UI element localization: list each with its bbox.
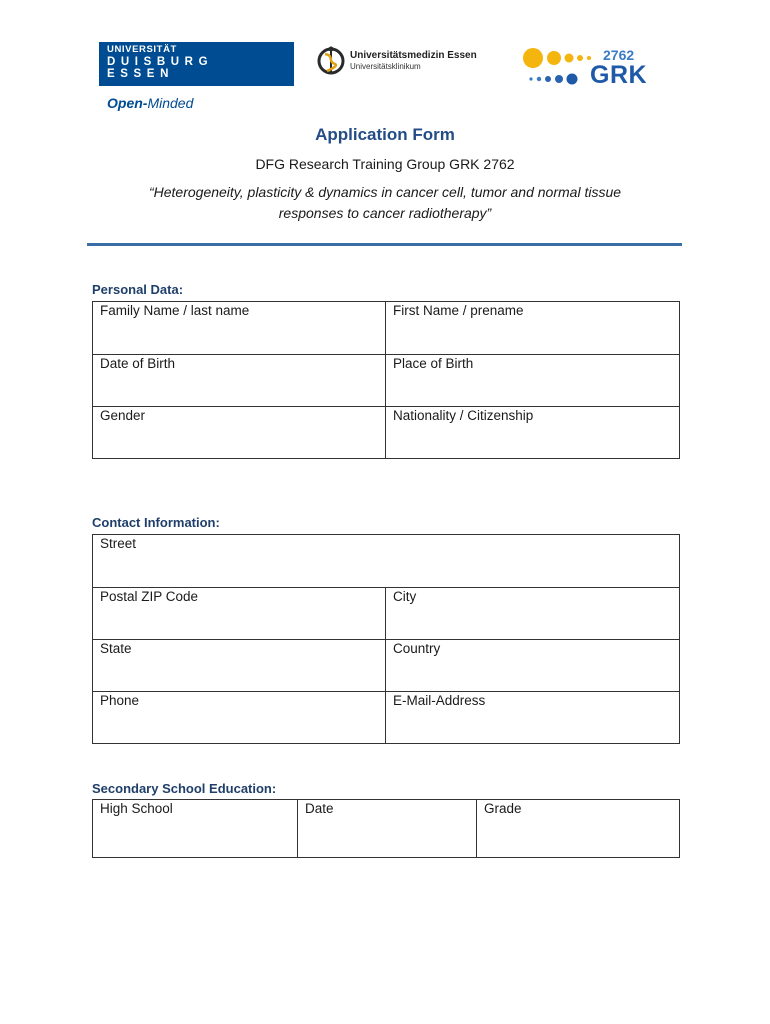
- contact-information-heading: Contact Information:: [92, 515, 220, 530]
- city-field[interactable]: [386, 588, 680, 640]
- personal-data-table: [92, 301, 680, 459]
- field-label: Grade: [484, 801, 522, 816]
- ude-logo-line3: ESSEN: [107, 68, 174, 80]
- form-subtitle: DFG Research Training Group GRK 2762: [255, 156, 515, 172]
- form-title: Application Form: [315, 125, 455, 144]
- field-label: E-Mail-Address: [393, 693, 486, 708]
- phone-field[interactable]: [93, 692, 386, 744]
- university-duisburg-essen-logo: [99, 42, 294, 115]
- secondary-school-table: [92, 799, 680, 858]
- table-row: [93, 535, 680, 588]
- ume-subtitle: Universitätsklinikum: [350, 62, 421, 71]
- field-label: City: [393, 589, 417, 604]
- grk-2762-logo: [521, 46, 651, 88]
- family-name-field[interactable]: [93, 302, 386, 355]
- ude-logo-line1: UNIVERSITÄT: [107, 44, 177, 55]
- ude-tagline-bold: Open-: [107, 95, 148, 111]
- project-title-quote: [110, 182, 660, 224]
- field-label: Phone: [100, 693, 140, 708]
- personal-data-heading: Personal Data:: [92, 282, 184, 297]
- field-label: First Name / prename: [393, 303, 524, 318]
- country-field[interactable]: [386, 640, 680, 692]
- caduceus-icon: [317, 44, 345, 78]
- state-field[interactable]: [93, 640, 386, 692]
- first-name-field[interactable]: [386, 302, 680, 355]
- street-field[interactable]: [93, 535, 680, 588]
- field-label: Date: [305, 801, 334, 816]
- field-label: Nationality / Citizenship: [393, 408, 534, 423]
- table-row: [93, 640, 680, 692]
- table-row: [93, 588, 680, 640]
- ude-logo-line2: DUISBURG: [107, 56, 214, 68]
- quote-line-1: “Heterogeneity, plasticity & dynamics in cancer cell, tumor and normal tissue: [148, 184, 622, 200]
- secondary-school-heading: Secondary School Education:: [92, 781, 277, 796]
- high-school-field[interactable]: [93, 800, 298, 858]
- field-label: Country: [393, 641, 441, 656]
- table-row: [93, 692, 680, 744]
- field-label: Date of Birth: [100, 356, 176, 371]
- school-grade-field[interactable]: [477, 800, 680, 858]
- field-label: Postal ZIP Code: [100, 589, 199, 604]
- field-label: Gender: [100, 408, 146, 423]
- table-row: [93, 355, 680, 407]
- ude-tagline-rest: Minded: [147, 95, 194, 111]
- field-label: High School: [100, 801, 173, 816]
- field-label: Street: [100, 536, 137, 551]
- postal-code-field[interactable]: [93, 588, 386, 640]
- table-row: [93, 800, 680, 858]
- ude-tagline: [107, 95, 193, 111]
- table-row: [93, 302, 680, 355]
- date-of-birth-field[interactable]: [93, 355, 386, 407]
- nationality-field[interactable]: [386, 407, 680, 459]
- ude-logo-box: [99, 42, 294, 86]
- ume-name: Universitätsmedizin Essen: [350, 50, 477, 61]
- grk-text: GRK: [590, 61, 648, 89]
- contact-information-table: [92, 534, 680, 744]
- gender-field[interactable]: [93, 407, 386, 459]
- field-label: State: [100, 641, 132, 656]
- field-label: Family Name / last name: [100, 303, 250, 318]
- field-label: Place of Birth: [393, 356, 474, 371]
- school-date-field[interactable]: [298, 800, 477, 858]
- place-of-birth-field[interactable]: [386, 355, 680, 407]
- email-field[interactable]: [386, 692, 680, 744]
- table-row: [93, 407, 680, 459]
- universitaetsmedizin-essen-logo: [317, 44, 487, 78]
- header-divider: [87, 243, 682, 246]
- quote-line-2: responses to cancer radiotherapy”: [278, 205, 492, 221]
- grk-number: 2762: [603, 47, 635, 63]
